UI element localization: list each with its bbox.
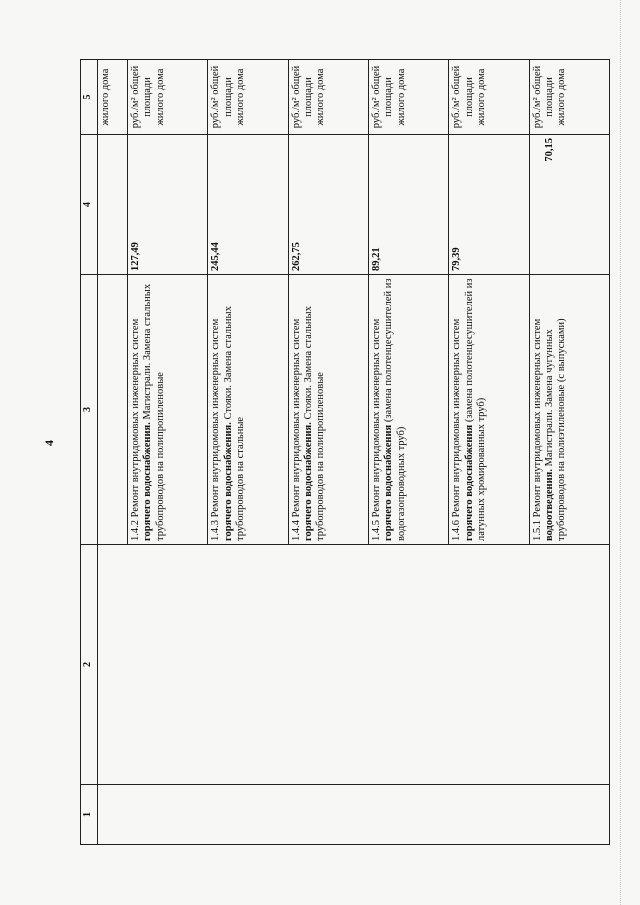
header-col-2: 2: [81, 545, 98, 785]
cell-value: 262,75: [288, 135, 368, 275]
cell-value: 245,44: [208, 135, 288, 275]
cell-description: 1.4.4 Ремонт внутридомовых инженерных систем горячего водоснабжения. Стояки. Замена стальных трубопроводов на полипропиленовые: [288, 275, 368, 545]
header-row: [81, 60, 98, 845]
cell-description: 1.5.1 Ремонт внутридомовых инженерных систем водоотведения. Магистрали. Замена чугунных трубопроводов на полиэтиленовые (с выпусками): [529, 275, 609, 545]
cell-description: 1.4.3 Ремонт внутридомовых инженерных систем горячего водоснабжения. Стояки. Замена стальных трубопроводов на стальные: [208, 275, 288, 545]
header-col-3: 3: [81, 275, 98, 545]
page-number: 4: [42, 440, 56, 446]
cell-col-2: [98, 545, 610, 785]
cell-description: 1.4.5 Ремонт внутридомовых инженерных систем горячего водоснабжения (замена полотенцесушителей из водогазопроводных труб): [368, 275, 448, 545]
rotated-table-wrapper: [80, 60, 610, 845]
scan-edge: [620, 0, 625, 905]
cell-description: 1.4.6 Ремонт внутридомовых инженерных систем горячего водоснабжения (замена полотенцесушителей из латунных хромированных труб): [449, 275, 529, 545]
cell-description: [98, 275, 128, 545]
cell-value: 79,39: [449, 135, 529, 275]
header-col-5: 5: [81, 60, 98, 135]
cell-value: 89,21: [368, 135, 448, 275]
header-col-1: 1: [81, 785, 98, 845]
cell-unit: руб./м² общей площади жилого дома: [208, 60, 288, 135]
cell-col-1: [98, 785, 610, 845]
cell-unit: руб./м² общей площади жилого дома: [288, 60, 368, 135]
cell-unit: руб./м² общей площади жилого дома: [128, 60, 208, 135]
cell-unit: руб./м² общей площади жилого дома: [449, 60, 529, 135]
tariff-table: [80, 59, 610, 845]
cell-unit: руб./м² общей площади жилого дома: [368, 60, 448, 135]
cell-value: 70,15: [529, 135, 609, 275]
cell-description: 1.4.2 Ремонт внутридомовых инженерных систем горячего водоснабжения. Магистрали. Замена стальных трубопроводов на полипропиленовые: [128, 275, 208, 545]
cell-unit: жилого дома: [98, 60, 128, 135]
cell-value: [98, 135, 128, 275]
cell-unit: руб./м² общей площади жилого дома: [529, 60, 609, 135]
table-row: [98, 60, 128, 845]
header-col-4: 4: [81, 135, 98, 275]
cell-value: 127,49: [128, 135, 208, 275]
